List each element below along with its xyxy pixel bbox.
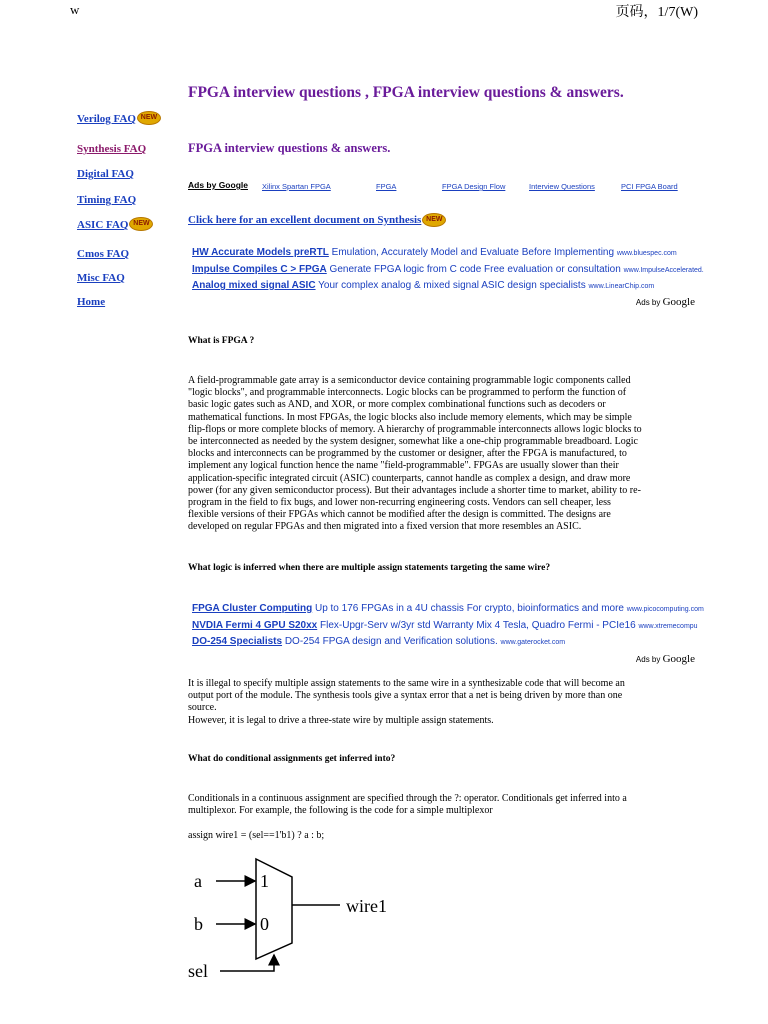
ad-url[interactable]: www.gaterocket.com xyxy=(500,639,566,646)
nav-link-asic-faq[interactable]: ASIC FAQ xyxy=(77,219,129,231)
ad-title[interactable]: Analog mixed signal ASIC xyxy=(192,280,316,291)
nav-link-misc-faq[interactable]: Misc FAQ xyxy=(77,272,125,284)
answer-paragraph xyxy=(188,678,700,727)
ad-item[interactable] xyxy=(192,601,704,618)
synthesis-document-link[interactable] xyxy=(188,214,445,226)
nav-item-digital[interactable] xyxy=(77,164,134,182)
text-line: "logic blocks", and programmable interconnects. Logic blocks can be programmed to perform the function of xyxy=(188,387,627,399)
nav-link-timing-faq[interactable]: Timing FAQ xyxy=(77,194,137,206)
text-line: implement any logical function hence the name "field-programmable". FPGAs are usually slower than their xyxy=(188,460,619,472)
answer-paragraph xyxy=(188,375,700,534)
page-header-left: w xyxy=(70,2,80,17)
ad-url[interactable]: www.picocomputing.com xyxy=(626,606,704,613)
ad-title[interactable]: NVDIA Fermi 4 GPU S20xx xyxy=(192,619,318,631)
text-line: output port of the module. The synthesis tools give a syntax error that a net is being driven by more than one xyxy=(188,690,623,702)
nav-link-digital-faq[interactable]: Digital FAQ xyxy=(77,168,134,180)
ad-title[interactable]: Impulse Compiles C > FPGA xyxy=(192,263,327,275)
text-line: developed on regular FPGAs and then migrated into a fixed version that more resembles an ASIC. xyxy=(188,521,582,533)
text-line: mathematical functions. In most FPGAs, the logic blocks also include memory elements, which may be simple xyxy=(188,411,632,423)
ad-item[interactable] xyxy=(192,245,704,262)
synthesis-document-link-text[interactable]: Click here for an excellent document on Synthesis xyxy=(188,214,422,226)
text-line: source. xyxy=(188,702,217,714)
ad-item[interactable] xyxy=(192,618,704,635)
ad-description: Emulation, Accurately Model and Evaluate Before Implementing xyxy=(331,247,615,258)
ad-title[interactable]: HW Accurate Models preRTL xyxy=(192,247,329,258)
ad-item[interactable] xyxy=(192,278,704,295)
text-line: be interconnected as needed by the system designer, somewhat like a one-chip programmable breadboard. Logic xyxy=(188,436,638,448)
code-line: assign wire1 = (sel==1'b1) ? a : b; xyxy=(188,830,325,841)
text-line: A field-programmable gate array is a semiconductor device containing programmable logic components called xyxy=(188,375,631,386)
text-line: However, it is legal to drive a three-state wire by multiple assign statements. xyxy=(188,714,494,726)
question-heading: What logic is inferred when there are multiple assign statements targeting the same wire? xyxy=(188,563,551,573)
google-logo: Google xyxy=(662,653,695,665)
nav-item-asic[interactable] xyxy=(77,215,152,233)
nav-item-misc[interactable] xyxy=(77,268,125,286)
ad-description: DO-254 FPGA design and Verification solutions. xyxy=(284,636,498,647)
ad-url[interactable]: www.xtremecompu xyxy=(638,622,698,630)
nav-item-synthesis[interactable] xyxy=(77,139,146,157)
ad-url[interactable]: www.ImpulseAccelerated. xyxy=(623,266,704,274)
text-line: blocks and interconnects can be programmed by the customer or designer, after the FPGA is manufactured, to xyxy=(188,448,627,460)
select-label: sel xyxy=(188,961,208,981)
nav-link-cmos-faq[interactable]: Cmos FAQ xyxy=(77,248,130,260)
text-line: multiplexor. For example, the following is the code for a simple multiplexor xyxy=(188,805,493,817)
ad-url[interactable]: www.bluespec.com xyxy=(616,250,677,257)
ad-description: Up to 176 FPGAs in a 4U chassis For crypto, bioinformatics and more xyxy=(314,603,624,614)
nav-link-verilog-faq[interactable]: Verilog FAQ xyxy=(77,113,136,125)
nav-item-verilog[interactable] xyxy=(77,109,160,127)
answer-paragraph xyxy=(188,793,700,817)
page-header-right: 页码，1/7(W) xyxy=(615,5,698,20)
ad-link[interactable]: Xilinx Spartan FPGA xyxy=(262,182,331,191)
ad-item[interactable] xyxy=(192,262,704,279)
ad-description: Your complex analog & mixed signal ASIC design specialists xyxy=(318,280,586,291)
input-b-label: b xyxy=(194,914,203,934)
nav-item-cmos[interactable] xyxy=(77,244,129,262)
ad-group xyxy=(192,245,704,295)
ads-by-google-badge[interactable] xyxy=(636,653,695,665)
text-line: application-specific integrated circuit (ASIC) counterparts, cannot handle as complex a design, and draw more xyxy=(188,472,631,484)
ads-by-text: Ads by xyxy=(635,655,661,664)
new-badge-icon: NEW xyxy=(423,214,445,226)
text-line: program in the field to fix bugs, and lower non-recurring engineering costs. Vendors can sell cheaper, less xyxy=(188,497,611,509)
nav-item-timing[interactable] xyxy=(77,190,136,208)
text-line: power (for any given semiconductor process). But their advantages include a shorter time to market, ability to re- xyxy=(188,484,641,496)
input-a-label: a xyxy=(194,871,202,891)
select-wire xyxy=(220,955,274,971)
multiplexor-diagram xyxy=(180,855,420,985)
ad-title[interactable]: FPGA Cluster Computing xyxy=(192,603,313,614)
ad-link[interactable]: Interview Questions xyxy=(529,182,595,191)
ad-title[interactable]: DO-254 Specialists xyxy=(192,636,283,647)
output-label: wire1 xyxy=(346,896,387,916)
ads-by-google-label[interactable]: Ads by Google xyxy=(188,180,248,190)
ad-description: Flex-Upgr-Serv w/3yr std Warranty Mix 4 Tesla, Quadro Fermi - PCIe16 xyxy=(320,619,636,631)
text-line: flip-flops or more complete blocks of memory. A hierarchy of programmable interconnects allows logic blocks to xyxy=(188,423,642,435)
text-line: It is illegal to specify multiple assign statements to the same wire in a synthesizable code that will become an xyxy=(188,678,625,689)
new-badge-icon: NEW xyxy=(138,112,160,124)
mux-input-0-label: 0 xyxy=(260,914,269,934)
question-heading: What do conditional assignments get inferred into? xyxy=(188,754,396,764)
nav-item-home[interactable] xyxy=(77,292,105,310)
ad-item[interactable] xyxy=(192,634,704,651)
nav-link-home[interactable]: Home xyxy=(77,296,106,308)
new-badge-icon: NEW xyxy=(130,218,152,230)
ad-description: Generate FPGA logic from C code Free evaluation or consultation xyxy=(329,263,621,275)
ad-link[interactable]: FPGA xyxy=(376,182,397,191)
ad-group xyxy=(192,601,704,651)
google-logo: Google xyxy=(662,296,695,308)
text-line: Conditionals in a continuous assignment are specified through the ?: operator. Conditionals get inferred into a xyxy=(188,793,627,804)
page-subtitle: FPGA interview questions & answers. xyxy=(188,141,391,155)
ads-by-google-badge[interactable] xyxy=(636,296,695,308)
nav-link-synthesis-faq[interactable]: Synthesis FAQ xyxy=(77,143,147,155)
ad-url[interactable]: www.LinearChip.com xyxy=(588,283,655,290)
ad-link[interactable]: PCI FPGA Board xyxy=(621,182,678,191)
text-line: flexible versions of their FPGAs which cannot be modified after the design is committed. The designs are xyxy=(188,509,611,521)
ads-by-text: Ads by xyxy=(635,298,661,307)
question-heading: What is FPGA ? xyxy=(188,336,255,346)
page-title: FPGA interview questions , FPGA interview questions & answers. xyxy=(188,84,624,101)
mux-input-1-label: 1 xyxy=(260,871,269,891)
text-line: basic logic gates such as AND, and XOR, or more complex combinational functions such as decoders or xyxy=(188,399,606,411)
ad-link[interactable]: FPGA Design Flow xyxy=(442,182,506,191)
